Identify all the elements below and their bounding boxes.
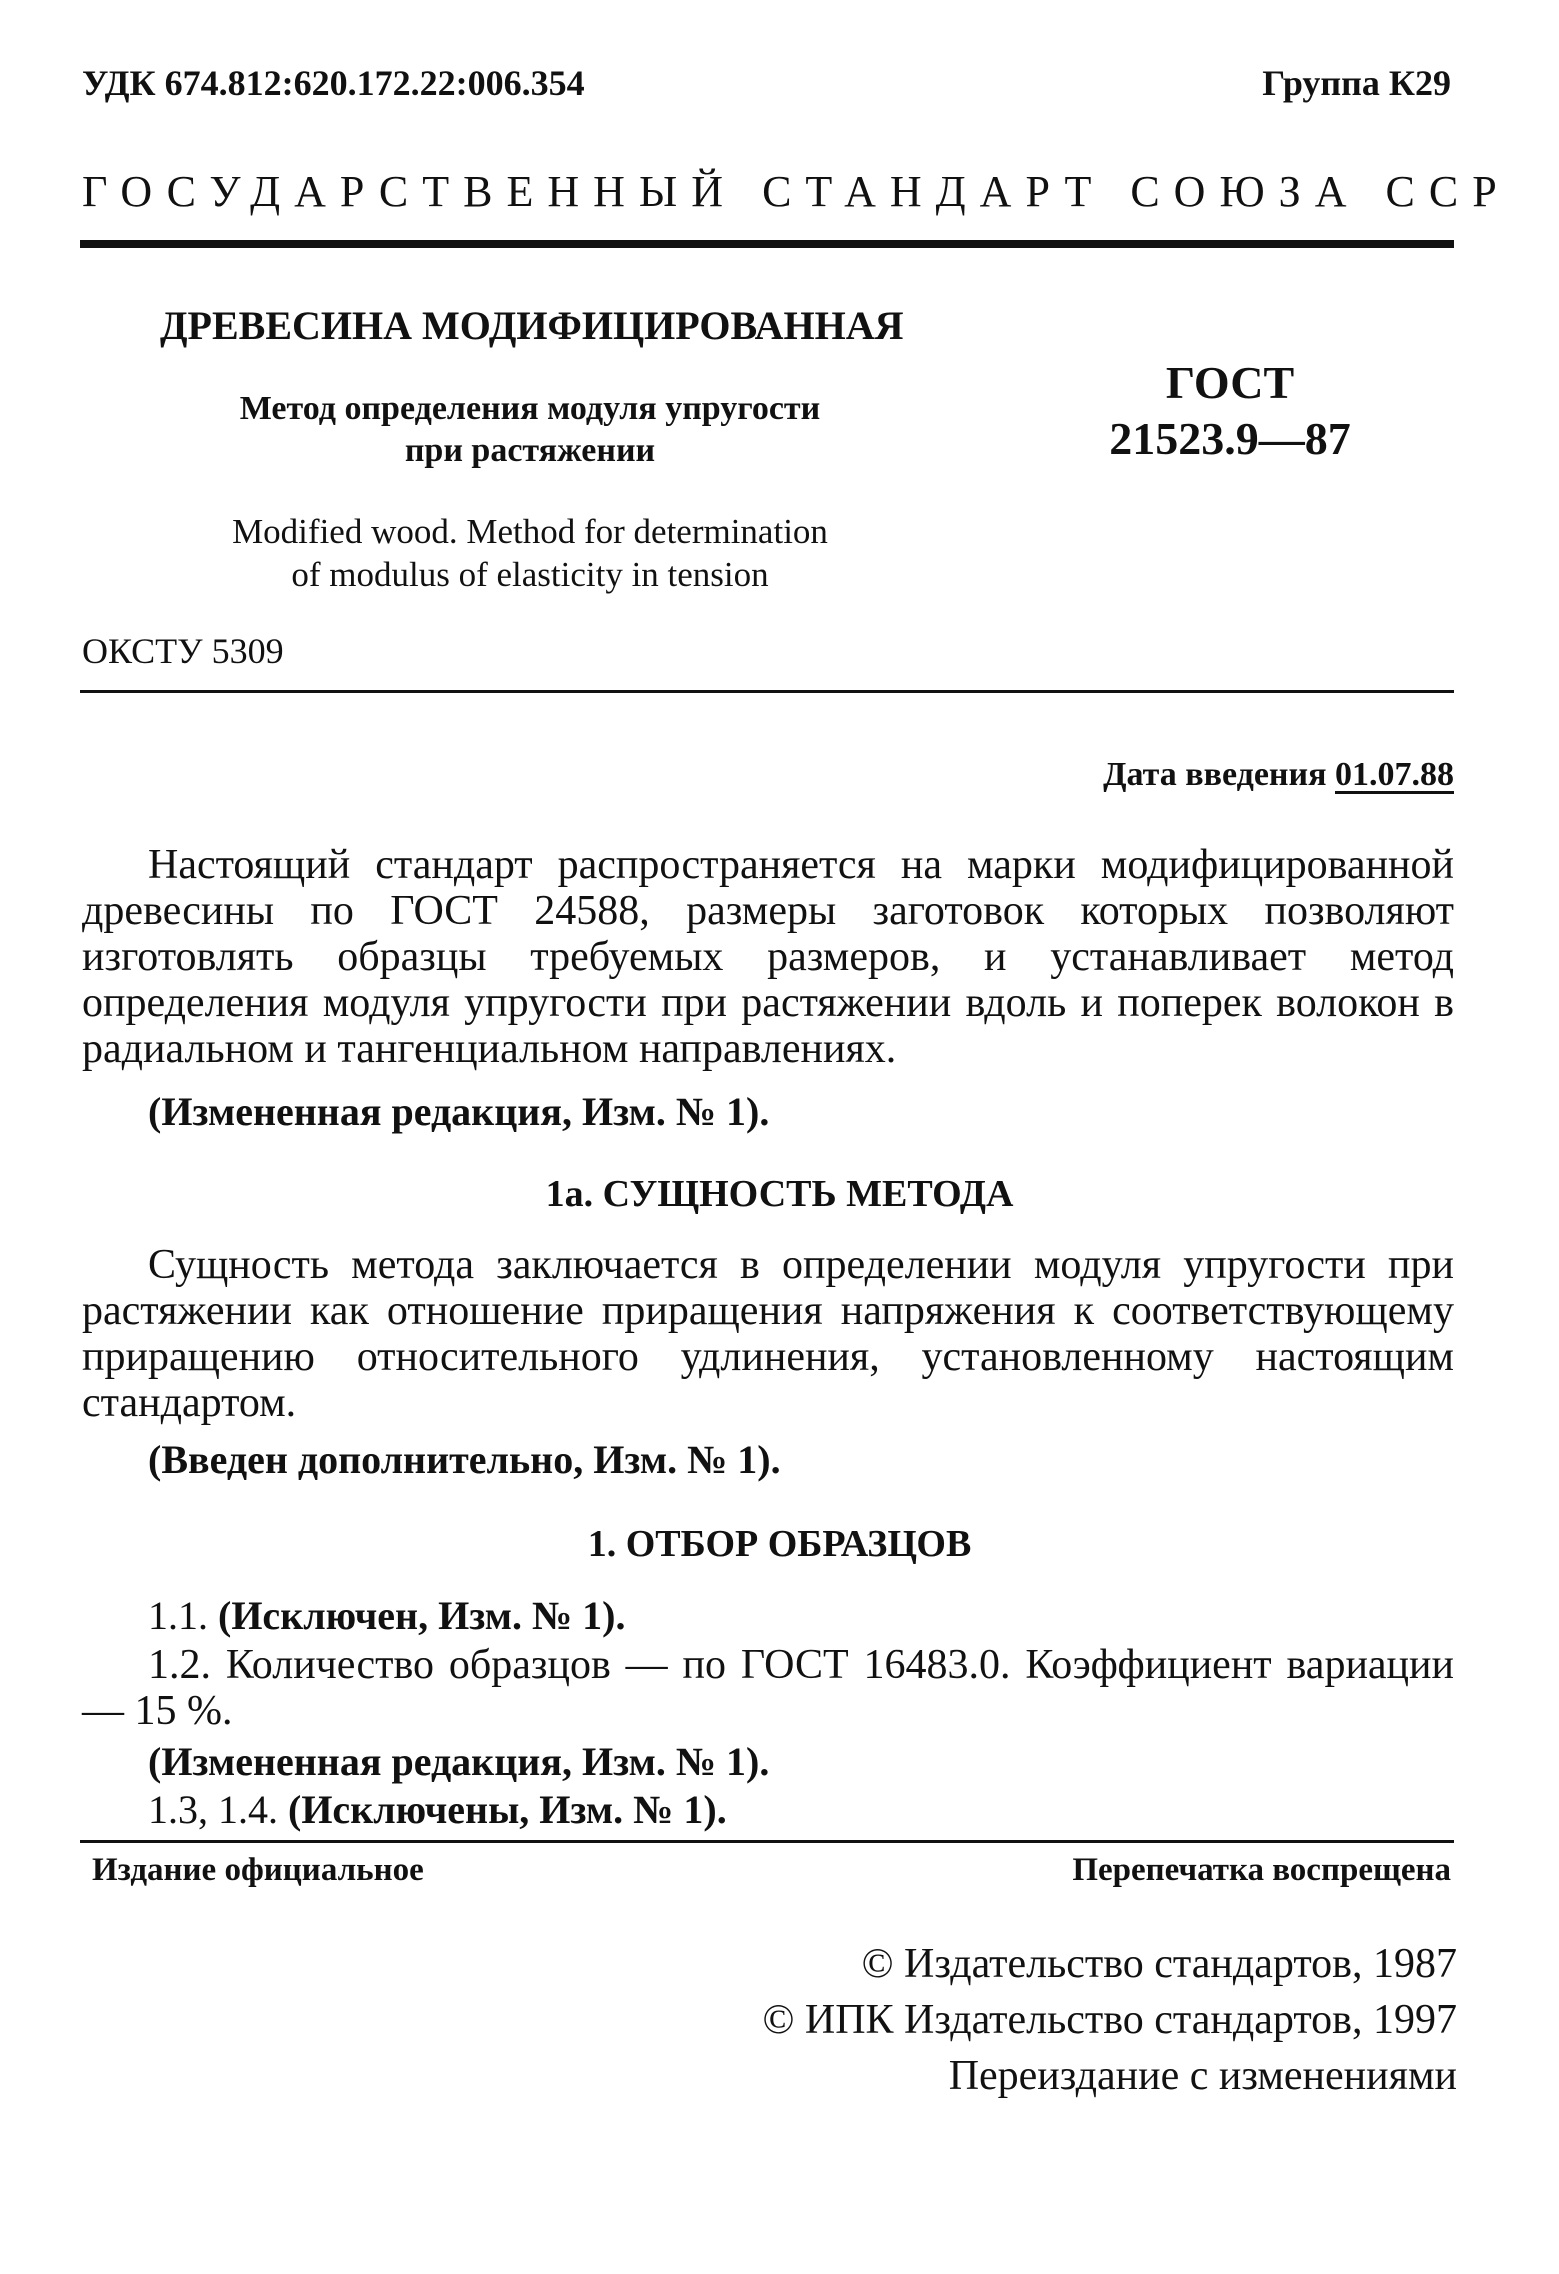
reprint-prohibited-label: Перепечатка воспрещена [1072, 1852, 1451, 1888]
gost-designation [1080, 355, 1380, 467]
document-title: ДРЕВЕСИНА МОДИФИЦИРОВАННАЯ [160, 303, 904, 348]
english-title-line-2: of modulus of elasticity in tension [291, 555, 769, 594]
item-1-1-number: 1.1. [148, 1593, 208, 1638]
intro-amendment-note: (Измененная редакция, Изм. № 1). [148, 1089, 770, 1134]
official-edition-label: Издание официальное [92, 1852, 424, 1888]
gost-label: ГОСТ [1165, 357, 1295, 408]
copyright-1987: © Издательство стандартов, 1987 [861, 1941, 1457, 1987]
copyright-1997: © ИПК Издательство стандартов, 1997 [762, 1997, 1457, 2043]
state-standard-heading: ГОСУДАРСТВЕННЫЙ СТАНДАРТ СОЮЗА ССР [82, 167, 1511, 216]
footer-divider [80, 1840, 1454, 1843]
okstu-code: ОКСТУ 5309 [82, 631, 284, 671]
date-value: 01.07.88 [1335, 756, 1454, 793]
essence-amendment-note: (Введен дополнительно, Изм. № 1). [148, 1437, 781, 1482]
item-1-1-text: (Исключен, Изм. № 1). [218, 1593, 626, 1638]
header-divider [80, 240, 1454, 248]
subtitle-line-2: при растяжении [404, 432, 656, 469]
item-1-3-1-4 [148, 1786, 727, 1833]
essence-paragraph: Сущность метода заключается в определении модуля упругости при растяжении как отношение приращения напряжения к соответствующему приращению относительного удлинения, установленному настоящим стандартом. [82, 1242, 1454, 1426]
item-1-3-number: 1.3, 1.4. [148, 1787, 278, 1832]
section-heading-essence: 1а. СУЩНОСТЬ МЕТОДА [545, 1173, 1014, 1215]
item-1-2-amendment-note: (Измененная редакция, Изм. № 1). [148, 1739, 770, 1784]
english-title [150, 510, 910, 596]
section-heading-sampling: 1. ОТБОР ОБРАЗЦОВ [587, 1523, 972, 1565]
item-1-1 [148, 1592, 625, 1639]
udk-code: УДК 674.812:620.172.22:006.354 [82, 63, 585, 103]
date-label: Дата введения [1103, 756, 1327, 793]
item-1-3-text: (Исключены, Изм. № 1). [288, 1787, 727, 1832]
gost-number: 21523.9—87 [1109, 413, 1351, 464]
title-divider [80, 690, 1454, 693]
item-1-2: 1.2. Количество образцов — по ГОСТ 16483.0. Коэффициент вариации — 15 %. [82, 1642, 1454, 1734]
document-subtitle [160, 388, 900, 472]
english-title-line-1: Modified wood. Method for determination [232, 512, 828, 551]
group-code: Группа К29 [1262, 63, 1451, 103]
introduction-date [1103, 756, 1454, 794]
subtitle-line-1: Метод определения модуля упругости [239, 390, 821, 427]
reissue-note: Переиздание с изменениями [948, 2053, 1457, 2099]
intro-paragraph: Настоящий стандарт распространяется на марки модифицированной древесины по ГОСТ 24588, размеры заготовок которых позволяют изготовлять образцы требуемых размеров, и устанавливает метод определения модуля упругости при растяжении вдоль и поперек волокон в радиальном и тангенциальном направлениях. [82, 842, 1454, 1072]
